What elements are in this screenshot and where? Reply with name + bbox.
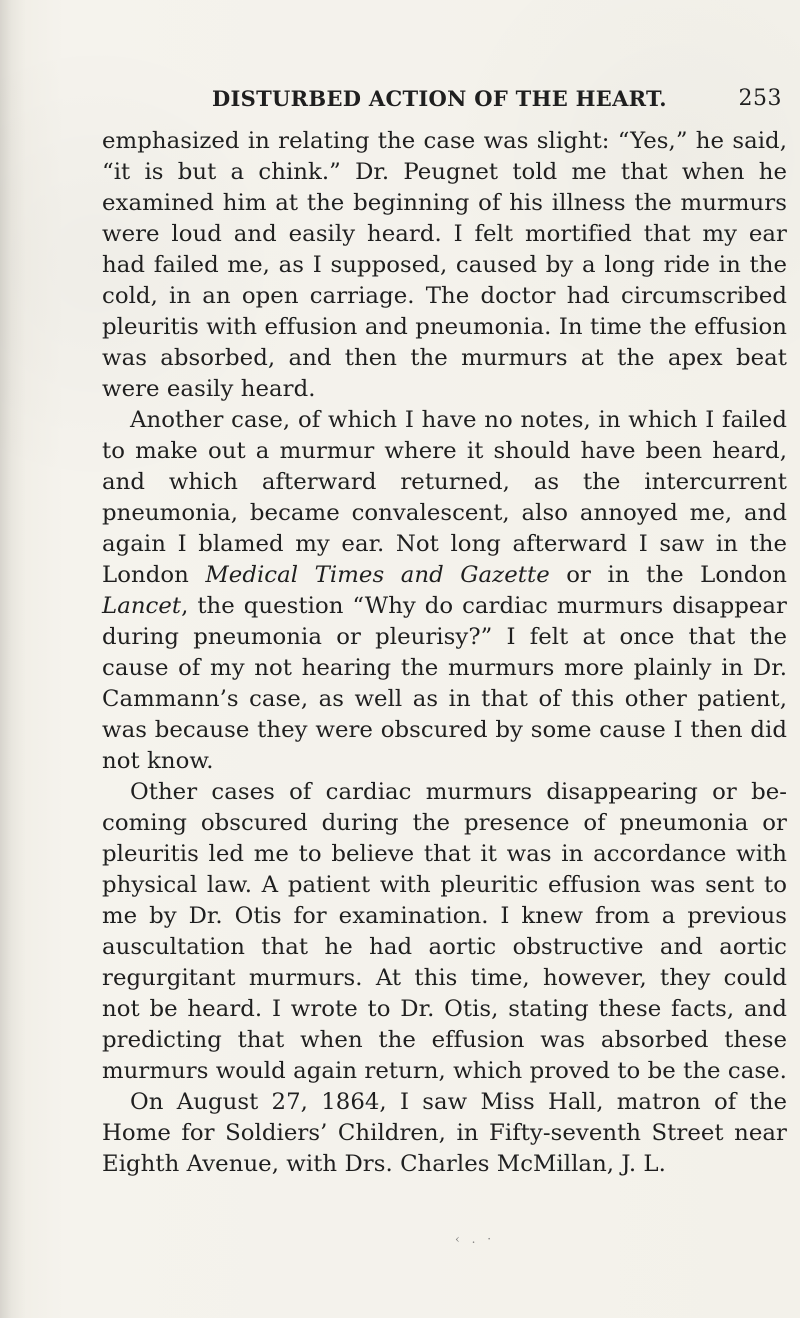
paragraph-3-text: Other cases of cardiac murmurs disappearing or becoming obscured during the presence of pneumonia or pleuritis led me to believe that it was in accordance with physical law. A patient with pleuritic effusion was sent to me by Dr. Otis for examination. I knew from a previous auscultation that he had aortic obstructive and aortic regurgitant murmurs. At this time, however, they could not be heard. I wrote to Dr. Otis, stating these facts, and predicting that when the effusion was absorbed these murmurs would again return, which proved to be the case. — [102, 779, 787, 1084]
page-number: 253 — [738, 86, 782, 111]
page-edge-shadow — [0, 0, 26, 1318]
paragraph-4 — [102, 1087, 787, 1180]
paragraph-3 — [102, 777, 787, 1087]
paragraph-4-text: On August 27, 1864, I saw Miss Hall, matron of the Home for Soldiers’ Children, in Fifty-seventh Street near Eighth Avenue, with Drs. Charles McMillan, J. L. — [102, 1089, 787, 1177]
paragraph-2-text-3: , the question “Why do cardiac murmurs disappear during pneumonia or pleurisy?” I felt at once that the cause of my not hearing the murmurs more plainly in Dr. Cammann’s case, as well as in that of this other patient, was because they were obscured by some cause I then did not know. — [102, 593, 787, 774]
paragraph-2 — [102, 405, 787, 777]
paragraph-2-text-2: or in the London — [549, 562, 787, 588]
paragraph-1-text: emphasized in relating the case was slight: “Yes,” he said, “it is but a chink.” Dr. Peugnet told me that when he examined him at the beginning of his illness the murmurs were loud and easily heard. I felt mortified that my ear had failed me, as I supposed, caused by a long ride in the cold, in an open carriage. The doctor had circumscribed pleuritis with effusion and pneumonia. In time the effusion was absorbed, and then the murmurs at the apex beat were easily heard. — [102, 128, 787, 402]
running-head: DISTURBED ACTION OF THE HEART. — [212, 86, 667, 111]
footer-mark: ‹ . · — [455, 1232, 496, 1246]
body-text — [102, 126, 787, 1180]
journal-title-medical-times-and-gazette: Medical Times and Gazette — [205, 562, 550, 588]
page-header — [102, 86, 782, 120]
paragraph-2-text-1: Another case, of which I have no notes, in which I failed to make out a murmur where it should have been heard, and which afterward returned, as the intercurrent pneumonia, became convalescent, also annoyed me, and again I blamed my ear. Not long afterward I saw in the London — [102, 407, 787, 588]
journal-title-lancet: Lancet — [102, 593, 182, 619]
paragraph-1 — [102, 126, 787, 405]
